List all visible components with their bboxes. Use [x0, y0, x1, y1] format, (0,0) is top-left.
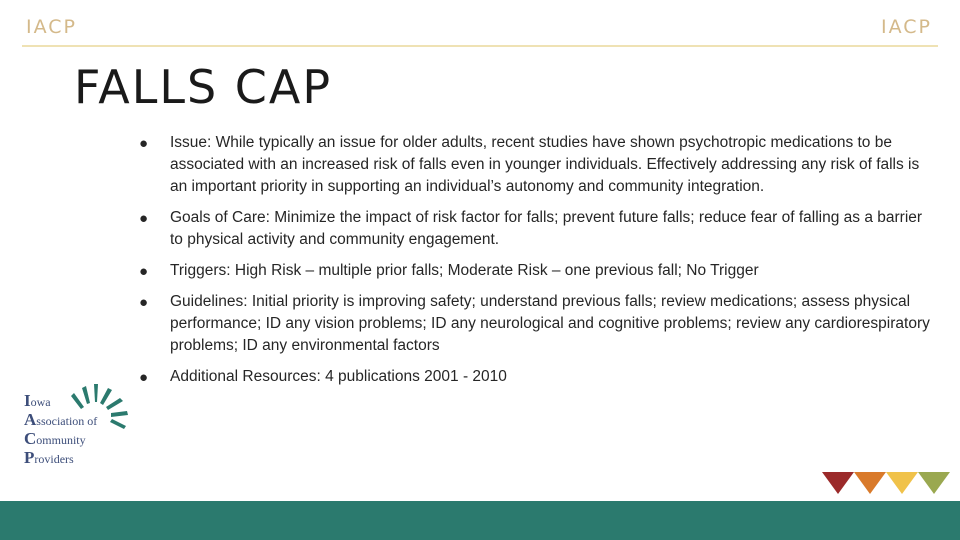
organization-logo: [22, 380, 144, 466]
bullet-additional-resources: [134, 366, 934, 388]
bullet-dot-icon: ●: [139, 210, 149, 227]
bullet-dot-icon: ●: [139, 135, 149, 152]
bullet-text: Goals of Care: Minimize the impact of risk factor for falls; prevent future falls; reduce fear of falling as a barrier to physical activity and community engagement.: [170, 209, 923, 248]
bullet-guidelines: [134, 291, 934, 357]
triangle-red: [822, 472, 854, 494]
bullet-triggers: [134, 260, 934, 282]
bullet-dot-icon: ●: [139, 294, 149, 311]
bullet-issue: [134, 132, 934, 198]
bullet-list: [134, 132, 934, 397]
triangle-yellow: [886, 472, 918, 494]
bullet-text: Triggers: High Risk – multiple prior falls; Moderate Risk – one previous fall; No Trigger: [170, 262, 759, 279]
triangle-orange: [854, 472, 886, 494]
bullet-text: Guidelines: Initial priority is improving safety; understand previous falls; review medications; assess physical performance; ID any vision problems; ID any neurological and cognitive problems; review any cardiorespiratory problems; ID any environmental factors: [170, 293, 930, 354]
bullet-dot-icon: ●: [139, 263, 149, 280]
bullet-text: Issue: While typically an issue for older adults, recent studies have shown psychotropic medications to be associated with an increased risk of falls even in younger individuals. Effectively addressing any risk of falls is an important priority in supporting an individual’s autonomy and community integration.: [170, 134, 920, 195]
bullet-text: Additional Resources: 4 publications 2001 - 2010: [170, 368, 507, 385]
triangle-green: [918, 472, 950, 494]
brand-logo-left: IACP: [26, 16, 77, 38]
footer-bar: [0, 501, 960, 540]
bullet-dot-icon: ●: [139, 369, 149, 386]
bullet-goals-of-care: [134, 207, 934, 251]
slide-title: FALLS CAP: [74, 60, 333, 114]
brand-logo-right: IACP: [881, 16, 932, 38]
header-divider: [22, 45, 938, 47]
organization-name: Iowa Association of Community Providers: [24, 391, 98, 467]
decorative-triangles: [822, 472, 952, 494]
